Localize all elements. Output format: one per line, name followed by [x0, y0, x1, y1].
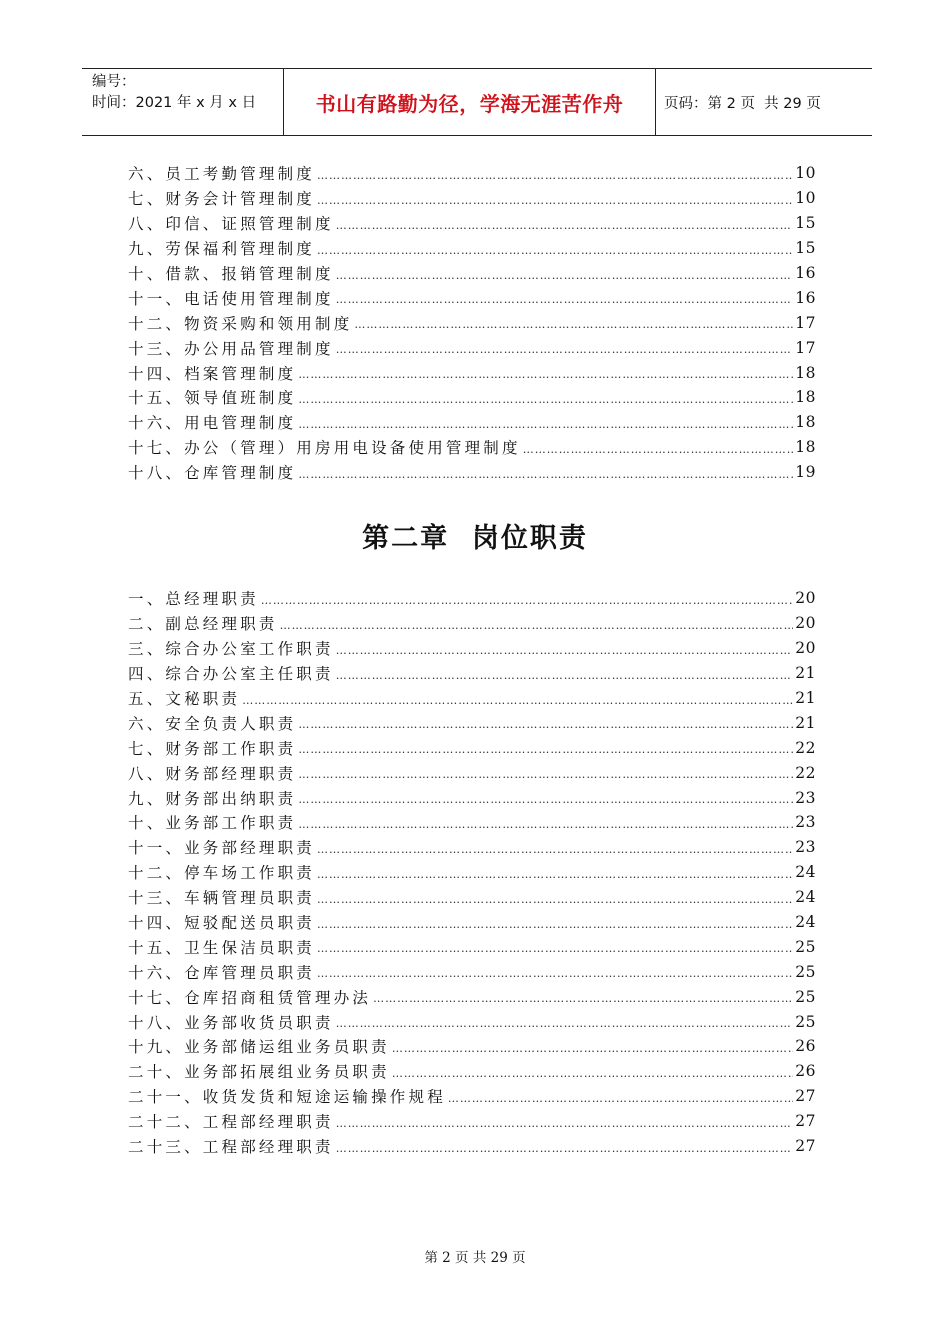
toc-entry[interactable] — [128, 335, 816, 360]
toc-leader-dots — [354, 318, 793, 331]
toc-entry-page-number: 23 — [795, 838, 816, 857]
toc-entry[interactable] — [128, 1109, 816, 1134]
toc-leader-dots — [336, 219, 794, 232]
toc-entry-label: 五、文秘职责 — [128, 690, 241, 708]
toc-list-chapter-one — [128, 161, 816, 485]
toc-entry-label: 十一、电话使用管理制度 — [128, 289, 334, 308]
toc-leader-dots — [280, 619, 794, 632]
toc-entry[interactable] — [128, 310, 816, 335]
page-footer: 第 2 页 共 29 页 — [424, 1250, 526, 1266]
toc-entry-page-number: 26 — [795, 1062, 816, 1081]
toc-entry-page-number: 24 — [795, 888, 816, 907]
toc-entry-label: 二十一、收货发货和短途运输操作规程 — [128, 1088, 446, 1107]
toc-entry-label: 十二、停车场工作职责 — [128, 864, 316, 883]
toc-entry-label: 十八、仓库管理制度 — [128, 464, 297, 483]
toc-leader-dots — [317, 244, 793, 257]
toc-entry-page-number: 16 — [795, 288, 816, 307]
toc-leader-dots — [317, 893, 793, 906]
toc-entry[interactable] — [128, 385, 816, 410]
toc-leader-dots — [298, 768, 793, 781]
toc-entry-label: 九、财务部出纳职责 — [128, 789, 297, 808]
toc-entry-page-number: 20 — [795, 589, 816, 608]
toc-leader-dots — [317, 918, 793, 931]
toc-leader-dots — [317, 843, 793, 856]
toc-entry-page-number: 25 — [795, 987, 816, 1006]
toc-entry-page-number: 17 — [795, 338, 816, 357]
toc-entry-page-number: 22 — [795, 738, 816, 757]
toc-entry-page-number: 27 — [795, 1087, 816, 1106]
toc-entry[interactable] — [128, 410, 816, 435]
toc-entry-page-number: 26 — [795, 1037, 816, 1056]
toc-leader-dots — [298, 368, 793, 381]
toc-entry-page-number: 21 — [795, 664, 816, 683]
toc-entry[interactable] — [128, 934, 816, 959]
toc-entry-label: 七、财务会计管理制度 — [128, 190, 316, 209]
toc-leader-dots — [317, 194, 793, 207]
toc-entry-label: 十、业务部工作职责 — [128, 814, 297, 833]
toc-entry-page-number: 15 — [795, 214, 816, 233]
toc-entry-page-number: 10 — [795, 164, 816, 183]
toc-leader-dots — [298, 418, 793, 431]
toc-leader-dots — [373, 992, 793, 1005]
toc-entry[interactable] — [128, 810, 816, 835]
toc-entry[interactable] — [128, 785, 816, 810]
toc-entry[interactable] — [128, 1034, 816, 1059]
toc-entry-label: 八、财务部经理职责 — [128, 764, 297, 783]
toc-entry[interactable] — [128, 1059, 816, 1084]
toc-entry[interactable] — [128, 885, 816, 910]
toc-entry[interactable] — [128, 860, 816, 885]
toc-leader-dots — [448, 1092, 793, 1105]
toc-entry[interactable] — [128, 261, 816, 286]
header-motto-cell — [284, 69, 656, 135]
toc-entry[interactable] — [128, 735, 816, 760]
toc-leader-dots — [336, 293, 794, 306]
toc-entry-label: 十、借款、报销管理制度 — [128, 265, 334, 283]
toc-entry-page-number: 18 — [795, 413, 816, 432]
toc-leader-dots — [336, 269, 794, 282]
toc-leader-dots — [336, 1117, 794, 1130]
toc-entry-page-number: 21 — [795, 713, 816, 732]
toc-entry[interactable] — [128, 661, 816, 686]
toc-entry-label: 六、安全负责人职责 — [128, 714, 297, 733]
toc-entry[interactable] — [128, 910, 816, 935]
toc-entry[interactable] — [128, 236, 816, 261]
toc-leader-dots — [298, 743, 793, 756]
toc-entry-label: 十六、仓库管理员职责 — [128, 963, 316, 982]
toc-entry[interactable] — [128, 460, 816, 485]
toc-leader-dots — [242, 694, 793, 707]
toc-entry-label: 八、印信、证照管理制度 — [128, 215, 334, 234]
toc-entry[interactable] — [128, 984, 816, 1009]
toc-entry-page-number: 24 — [795, 913, 816, 932]
toc-leader-dots — [392, 1067, 793, 1080]
header-page-info: 页码：第 2 页 共 29 页 — [664, 95, 821, 112]
toc-entry[interactable] — [128, 760, 816, 785]
toc-entry[interactable] — [128, 1084, 816, 1109]
toc-leader-dots — [298, 468, 793, 481]
toc-entry[interactable] — [128, 1134, 816, 1159]
document-date-label: 时间：2021 年 x 月 x 日 — [92, 95, 257, 111]
toc-entry-label: 十七、仓库招商租赁管理办法 — [128, 988, 372, 1007]
toc-entry-page-number: 16 — [795, 264, 816, 282]
toc-entry-label: 十五、卫生保洁员职责 — [128, 938, 316, 957]
toc-entry-page-number: 25 — [795, 962, 816, 981]
header-page-cell — [656, 69, 872, 135]
toc-entry-label: 二十三、工程部经理职责 — [128, 1138, 334, 1157]
toc-entry[interactable] — [128, 435, 816, 460]
toc-entry-label: 七、财务部工作职责 — [128, 739, 297, 758]
toc-leader-dots — [298, 393, 793, 406]
toc-entry-page-number: 18 — [795, 388, 816, 407]
toc-entry-label: 二十二、工程部经理职责 — [128, 1113, 334, 1132]
toc-entry-label: 九、劳保福利管理制度 — [128, 240, 316, 259]
chapter-title — [0, 516, 950, 555]
toc-entry-page-number: 25 — [795, 937, 816, 956]
document-number-label: 编号： — [92, 74, 136, 90]
toc-entry[interactable] — [128, 959, 816, 984]
toc-entry-label: 一、总经理职责 — [128, 590, 259, 609]
toc-entry-page-number: 15 — [795, 239, 816, 258]
toc-entry-page-number: 27 — [795, 1112, 816, 1131]
toc-entry-page-number: 20 — [795, 614, 816, 633]
toc-entry-label: 四、综合办公室主任职责 — [128, 665, 334, 684]
toc-entry[interactable] — [128, 186, 816, 211]
toc-leader-dots — [336, 669, 794, 682]
toc-entry-label: 十四、短驳配送员职责 — [128, 914, 316, 933]
toc-entry[interactable] — [128, 611, 816, 636]
toc-entry[interactable] — [128, 285, 816, 310]
toc-leader-dots — [261, 594, 793, 607]
toc-entry-label: 二十、业务部拓展组业务员职责 — [128, 1063, 390, 1082]
toc-entry[interactable] — [128, 1009, 816, 1034]
toc-leader-dots — [317, 967, 793, 980]
toc-entry-label: 十六、用电管理制度 — [128, 414, 297, 433]
toc-entry-label: 十七、办公（管理）用房用电设备使用管理制度 — [128, 439, 521, 458]
toc-entry[interactable] — [128, 586, 816, 611]
toc-leader-dots — [298, 718, 793, 731]
header-meta-cell — [82, 69, 284, 135]
toc-leader-dots — [317, 169, 793, 182]
toc-leader-dots — [317, 868, 793, 881]
toc-entry-page-number: 10 — [795, 189, 816, 208]
toc-entry-label: 二、副总经理职责 — [128, 615, 278, 634]
toc-entry-page-number: 17 — [795, 313, 816, 332]
toc-entry-label: 十五、领导值班制度 — [128, 389, 297, 408]
toc-entry[interactable] — [128, 211, 816, 236]
toc-entry[interactable] — [128, 161, 816, 186]
toc-entry-label: 十二、物资采购和领用制度 — [128, 314, 353, 333]
toc-entry[interactable] — [128, 686, 816, 711]
chapter-title-text: 第二章 岗位职责 — [362, 523, 588, 554]
toc-entry-label: 十八、业务部收货员职责 — [128, 1013, 334, 1032]
toc-entry-label: 三、综合办公室工作职责 — [128, 640, 334, 659]
toc-entry-page-number: 27 — [795, 1137, 816, 1156]
toc-entry-label: 六、员工考勤管理制度 — [128, 165, 316, 184]
toc-entry-page-number: 19 — [795, 463, 816, 482]
toc-entry-label: 十一、业务部经理职责 — [128, 839, 316, 858]
toc-leader-dots — [298, 818, 793, 831]
toc-leader-dots — [523, 443, 794, 456]
toc-entry-page-number: 22 — [795, 763, 816, 782]
toc-entry-page-number: 24 — [795, 863, 816, 882]
toc-entry-page-number: 23 — [795, 788, 816, 807]
toc-entry[interactable] — [128, 360, 816, 385]
toc-entry[interactable] — [128, 710, 816, 735]
toc-leader-dots — [336, 644, 794, 657]
toc-entry-page-number: 20 — [795, 639, 816, 658]
toc-entry-page-number: 18 — [795, 438, 816, 457]
toc-leader-dots — [336, 1142, 794, 1155]
toc-leader-dots — [317, 942, 793, 955]
toc-entry-label: 十三、办公用品管理制度 — [128, 339, 334, 358]
page-header — [82, 68, 872, 136]
toc-list-chapter-two — [128, 586, 816, 1158]
toc-entry-page-number: 18 — [795, 363, 816, 382]
toc-entry[interactable] — [128, 636, 816, 661]
toc-entry-page-number: 25 — [795, 1012, 816, 1031]
header-motto: 书山有路勤为径，学海无涯苦作舟 — [315, 91, 624, 116]
toc-entry-page-number: 21 — [795, 689, 816, 707]
toc-entry-page-number: 23 — [795, 813, 816, 832]
toc-leader-dots — [336, 1017, 794, 1030]
toc-leader-dots — [336, 343, 794, 356]
toc-leader-dots — [298, 793, 793, 806]
toc-entry-label: 十四、档案管理制度 — [128, 364, 297, 383]
toc-entry-label: 十三、车辆管理员职责 — [128, 889, 316, 908]
toc-entry[interactable] — [128, 835, 816, 860]
toc-leader-dots — [392, 1042, 793, 1055]
toc-entry-label: 十九、业务部储运组业务员职责 — [128, 1038, 390, 1057]
